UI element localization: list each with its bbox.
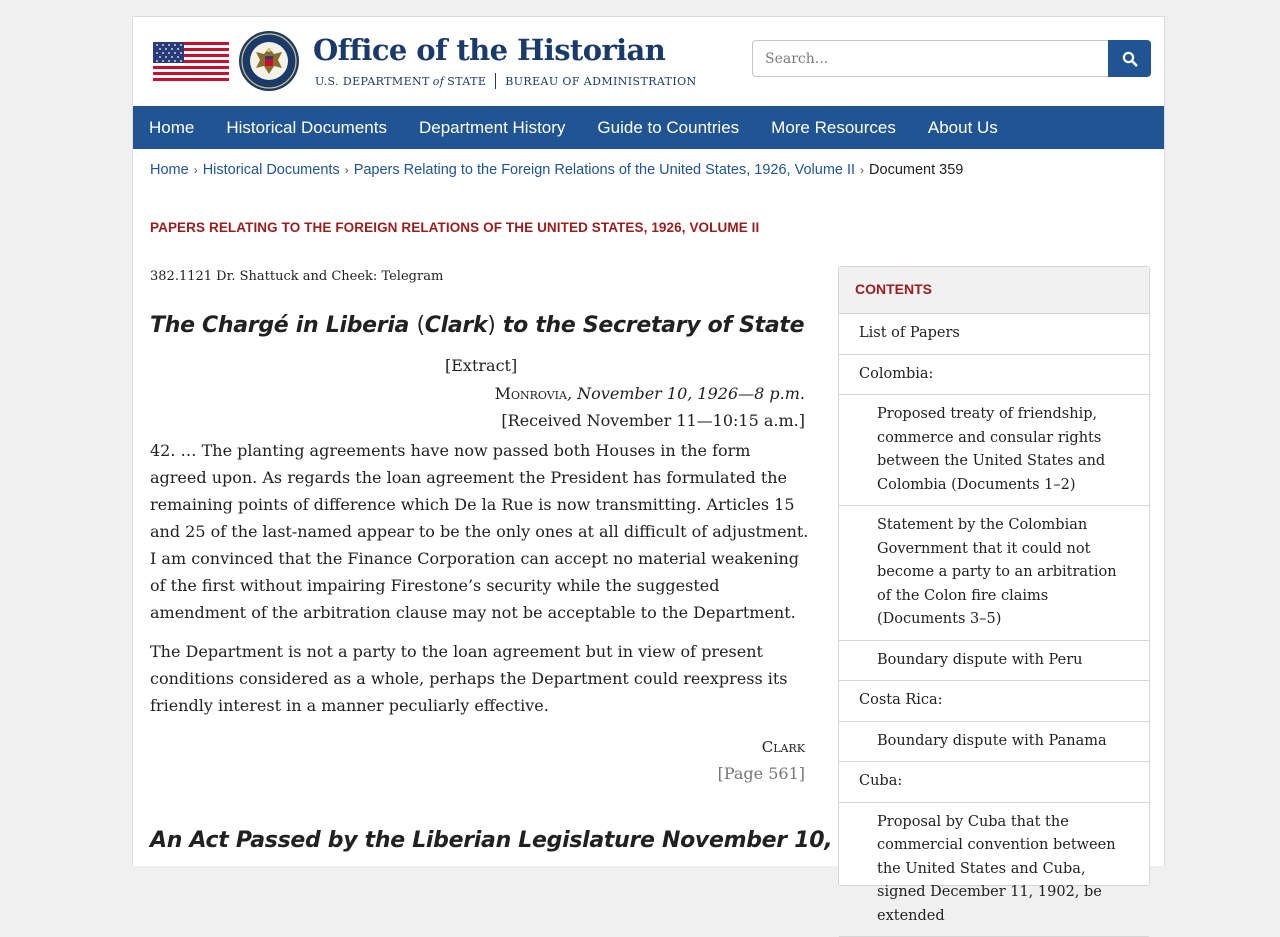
page-number[interactable]: [Page 561] [718,764,805,783]
subtitle-department: U.S. DEPARTMENT [315,75,430,88]
document-paragraph: The Department is not a party to the loan agreement but in view of present conditions considered as a whole, perhaps the Department could reexpress its friendly interest in a manner peculiarly effective. [150,638,810,719]
subtitle-divider [495,73,496,89]
file-reference: 382.1121 Dr. Shattuck and Cheek: Telegram [150,269,443,284]
breadcrumb-current: Document 359 [869,162,963,178]
chevron-right-icon: › [194,163,198,177]
us-flag-icon [153,42,229,81]
breadcrumb-volume[interactable]: Papers Relating to the Foreign Relations of the United States, 1926, Volume II [354,162,855,178]
volume-title[interactable]: PAPERS RELATING TO THE FOREIGN RELATIONS OF THE UNITED STATES, 1926, VOLUME II [150,220,759,235]
chevron-right-icon: › [860,163,864,177]
dateline-place: Monrovia [495,384,567,403]
heading-paren-open: ( [416,313,424,338]
contents-sidebar [838,266,1150,886]
search-input[interactable] [752,40,1109,77]
search-button[interactable] [1108,40,1151,77]
nav-historical-documents[interactable]: Historical Documents [226,118,387,138]
department-seal-icon [238,30,300,92]
heading-paren-close: ) [487,313,495,338]
toc-item-colombia-treaty[interactable]: Proposed treaty of friendship, commerce and consular rights between the United States and Colombia (Documents 1–2) [839,395,1149,506]
signer: Clark [762,738,805,756]
dateline-date: , November 10, 1926—8 p.m. [567,384,805,403]
received-line: [Received November 11—10:15 a.m.] [501,411,805,430]
heading-name: Clark [425,313,488,338]
nav-guide-to-countries[interactable]: Guide to Countries [597,118,739,138]
extract-label: [Extract] [445,356,517,375]
chevron-right-icon: › [345,163,349,177]
toc-item-boundary-panama[interactable]: Boundary dispute with Panama [839,722,1149,763]
next-document-heading: An Act Passed by the Liberian Legislature November 10, [150,828,832,853]
page-container [132,16,1165,866]
search-icon [1122,51,1138,67]
site-header [133,17,1164,106]
breadcrumb [150,162,963,178]
document-heading [150,313,804,338]
toc-item-list-of-papers[interactable]: List of Papers [839,314,1149,355]
subtitle-bureau: BUREAU OF ADMINISTRATION [505,75,696,88]
toc-item-boundary-peru[interactable]: Boundary dispute with Peru [839,641,1149,682]
toc-item-colombia[interactable]: Colombia: [839,355,1149,396]
nav-department-history[interactable]: Department History [419,118,565,138]
toc-item-cuba[interactable]: Cuba: [839,762,1149,803]
document-paragraph: 42. … The planting agreements have now passed both Houses in the form agreed upon. As regards the loan agreement the President has formulated the remaining points of difference which De la Rue is now transmitting. Articles 15 and 25 of the last-named appear to be the only ones at all difficult of adjustment. I am convinced that the Finance Corporation can accept no material weakening of the first without impairing Firestone’s security while the suggested amendment of the arbitration clause may not be acceptable to the Department. [150,437,810,626]
main-nav [133,106,1164,149]
site-title[interactable]: Office of the Historian [313,33,665,67]
heading-part-b: to the Secretary of State [496,313,805,338]
subtitle-of: of [433,75,445,88]
contents-title: CONTENTS [839,267,1149,314]
nav-home[interactable]: Home [149,118,194,138]
nav-about-us[interactable]: About Us [928,118,998,138]
toc-item-cuba-convention[interactable]: Proposal by Cuba that the commercial convention between the United States and Cuba, signed December 11, 1902, be extended [839,803,1149,937]
dateline [495,384,805,403]
site-subtitle [315,73,697,89]
subtitle-state: STATE [447,75,486,88]
heading-part-a: The Chargé in Liberia [150,313,416,338]
toc-item-costa-rica[interactable]: Costa Rica: [839,681,1149,722]
toc-item-colon-fire-claims[interactable]: Statement by the Colombian Government that it could not become a party to an arbitration of the Colon fire claims (Documents 3–5) [839,506,1149,641]
nav-more-resources[interactable]: More Resources [771,118,896,138]
breadcrumb-home[interactable]: Home [150,162,189,178]
breadcrumb-historical-documents[interactable]: Historical Documents [203,162,340,178]
